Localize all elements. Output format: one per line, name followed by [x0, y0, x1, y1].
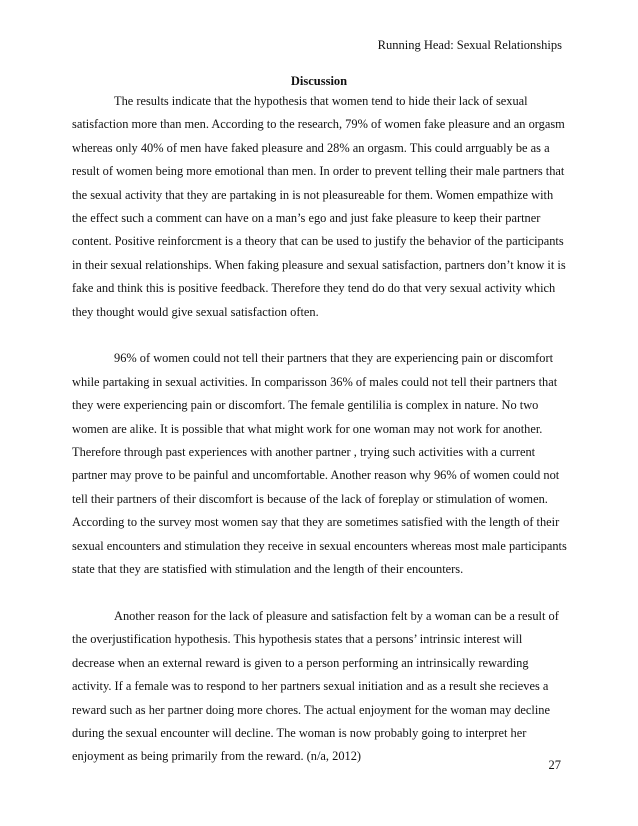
section-heading: Discussion: [290, 74, 348, 88]
running-head: Running Head: Sexual Relationships: [377, 38, 562, 52]
paragraph-2: 96% of women could not tell their partners that they are experiencing pain or discomfort while partaking in sexual activities. In comparisson 36% of males could not tell their partners that they were experiencing pain or discomfort. The female gentililia is complex in nature. No two women are alike. It is possible that what might work for one woman may not work for another. Therefore through past experiences with another partner , trying such activities with a current partner may prove to be painful and uncomfortable. Another reason why 96% of women could not tell their partners of their discomfort is because of the lack of foreplay or stimulation of women. According to the survey most women say that they are sometimes satisfied with the length of their sexual encounters and stimulation they receive in sexual encounters whereas most male participants state that they are statisfied with stimulation and the length of their encounters.: [72, 351, 567, 577]
paragraph-3: Another reason for the lack of pleasure and satisfaction felt by a woman can be a result of the overjustification hypothesis. This hypothesis states that a persons’ intrinsic interest will decrease when an external reward is given to a person performing an intrinsically rewarding activity. If a female was to respond to her partners sexual initiation and as a result she recieves a reward such as her partner doing more chores. The actual enjoyment for the woman may decline during the sexual encounter will decline. The woman is now probably going to interpret her enjoyment as being primarily from the reward. (n/a, 2012): [72, 608, 559, 764]
page-number: 27: [548, 758, 561, 772]
paragraph-1: The results indicate that the hypothesis that women tend to hide their lack of sexual satisfaction more than men. According to the research, 79% of women fake pleasure and an orgasm whereas only 40% of men have faked pleasure and 28% an orgasm. This could arrguably be as a result of women being more emotional than men. In order to prevent telling their male partners that the sexual activity that they are partaking in is not pleasureable for them. Women empathize with the effect such a comment can have on a man’s ego and just fake pleasure to keep their partner content. Positive reinforcment is a theory that can be used to justify the behavior of the participants in their sexual relationships. When faking pleasure and sexual satisfaction, partners don’t know it is fake and think this is positive feedback. Therefore they tend do do that very sexual activity which they thought would give sexual satisfaction often.: [72, 94, 566, 319]
body-text: [72, 90, 568, 769]
